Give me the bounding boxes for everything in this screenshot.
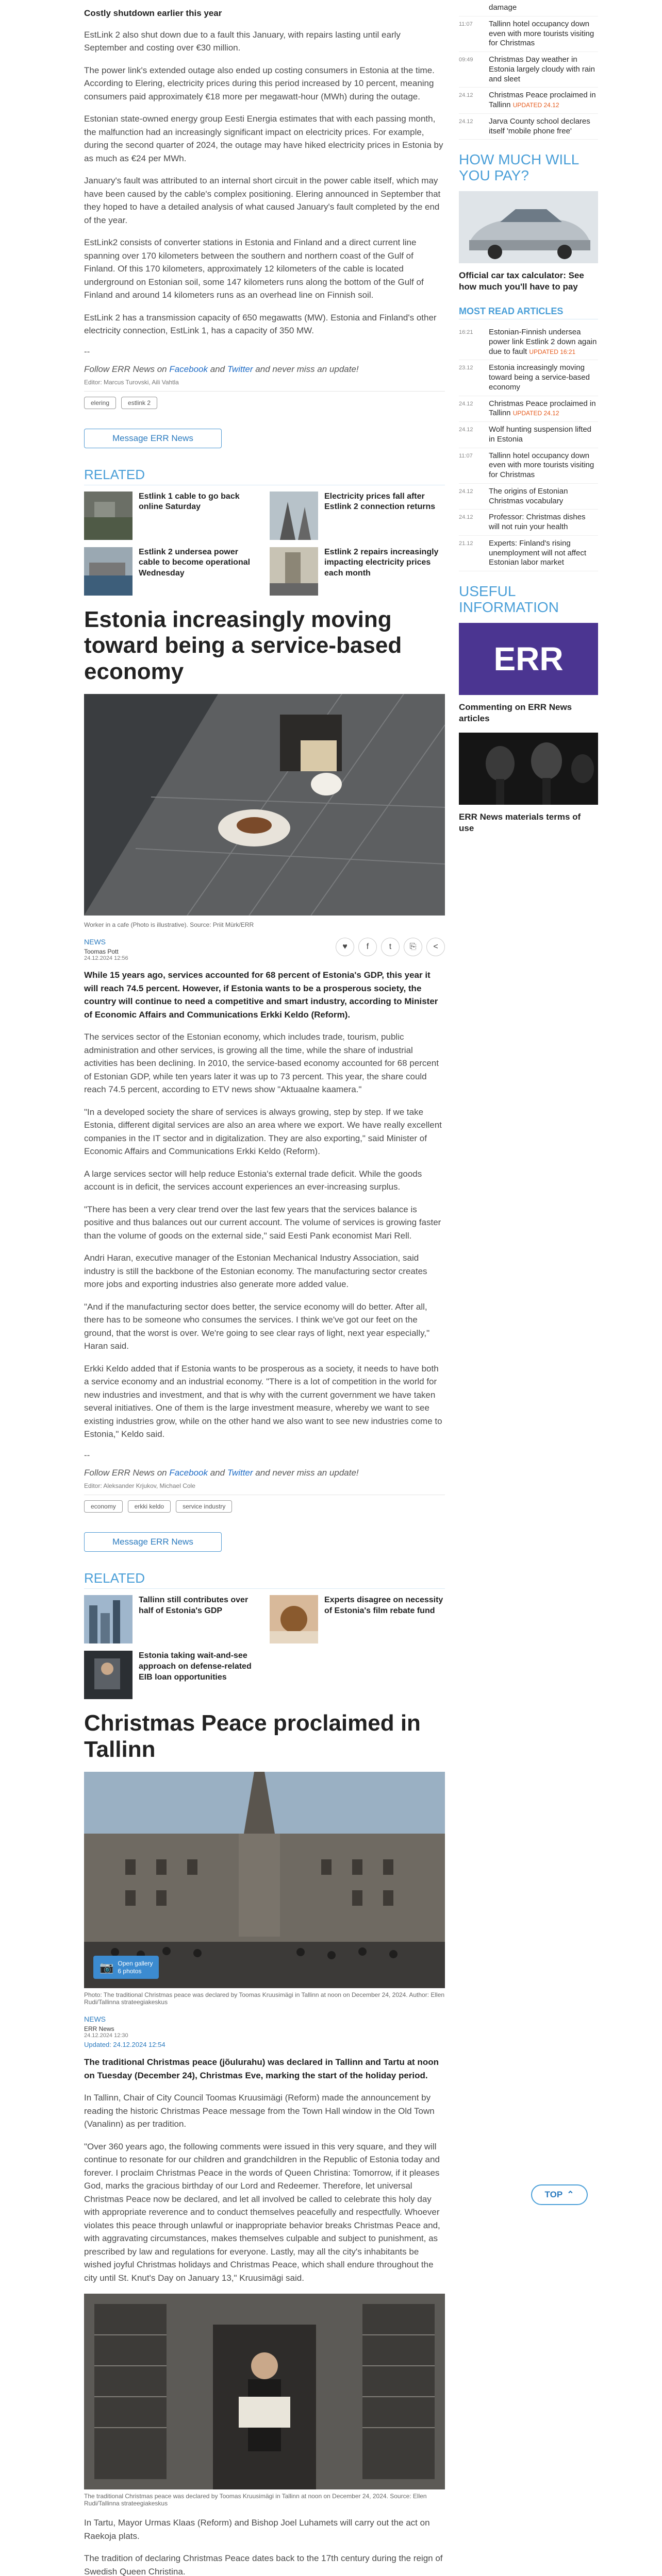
related-title: Estlink 2 undersea power cable to become operational Wednesday <box>139 547 251 578</box>
err-logo-text: ERR <box>493 640 564 677</box>
twitter-icon[interactable]: t <box>381 938 400 956</box>
most-read-item[interactable]: 11:07 Tallinn hotel occupancy down even with more tourists visiting for Christmas <box>459 448 598 484</box>
paragraph: EstLink 2 also shut down due to a fault this January, with repairs lasting until early September and costing over €30 million. <box>84 29 401 53</box>
divider <box>84 391 445 392</box>
back-to-top-button[interactable]: TOP ⌃ <box>531 2184 588 2205</box>
related-title: Estlink 1 cable to go back online Saturday <box>139 492 240 512</box>
separator-dash: -- <box>84 1450 90 1460</box>
hero-image-wrapper[interactable] <box>84 1772 445 1988</box>
publish-date: 24.12.2024 12:56 <box>84 955 128 962</box>
image-caption: The traditional Christmas peace was declared by Toomas Kruusimägi in Tallinn at noon on December 24, 2024. Source: Ellen Rudi/Tallinna strateegiakeskus <box>84 2493 427 2507</box>
paragraph: Erkki Keldo added that if Estonia wants to be prosperous as a society, it needs to have both a service economy and an industrial economy. "There is a lot of competition in the world for new industries and investment, and that is why with the current government we have taken several initiatives. One of them is the large investment measure, whereby we want to see existing industries grow, while on the other hand we also want to see new industries come to Estonia," Keldo said. <box>84 1363 442 1439</box>
editor-credit: Editor: Aleksander Krjukov, Michael Cole <box>84 1482 195 1489</box>
tag[interactable]: elering <box>84 397 116 409</box>
car-image[interactable] <box>459 191 598 263</box>
latest-news-item[interactable]: 11:07 Tallinn hotel occupancy down even with more tourists visiting for Christmas <box>459 16 598 52</box>
tag-list <box>84 1500 445 1513</box>
tag[interactable]: estlink 2 <box>121 397 157 409</box>
gallery-badge[interactable] <box>93 1956 159 1979</box>
message-err-news-button[interactable]: Message ERR News <box>84 429 222 448</box>
useful-link[interactable]: Commenting on ERR News articles <box>459 702 572 723</box>
paragraph: The services sector of the Estonian economy, which includes trade, tourism, public administration and other services, is growing all the time, while the share of industrial activities has been declining. In 2010, the service-based economy accounted for 68 percent of Estonian GDP, while ten years later it was up to 73 percent. This year, the share could reach 74.5 percent, according to ETV news show "Aktuaalne kaamera." <box>84 1032 439 1095</box>
paragraph: The power link's extended outage also ended up costing consumers in Estonia at the time. According to Elering, electricity prices during this period increased by 10 percent, meaning consumers paid approximately €18 more per megawatt-hour (MWh) during the outage. <box>84 65 435 101</box>
related-heading: RELATED <box>84 467 445 485</box>
related-item[interactable] <box>270 1595 445 1643</box>
most-read-item[interactable]: 24.12 Wolf hunting suspension lifted in Estonia <box>459 422 598 448</box>
related-thumbnail <box>84 1651 133 1699</box>
article-estlink <box>84 0 445 596</box>
paragraph: EstLink 2 has a transmission capacity of 650 megawatts (MW). Estonia and Finland's other electricity connection, EstLink 1, has a capacity of 350 MW. <box>84 312 437 336</box>
section-subheading: Costly shutdown earlier this year <box>84 8 222 18</box>
paragraph: January's fault was attributed to an internal short circuit in the power cable itself, which may have been caused by the cable's complex positioning. Elering announced in September that they hoped to have a detailed analysis of what caused January's fault completed by the end of the year. <box>84 176 441 225</box>
most-read-item[interactable]: 24.12 Christmas Peace proclaimed in Tallinn UPDATED 24.12 <box>459 396 598 422</box>
inline-photo <box>84 2294 445 2489</box>
most-read-heading: MOST READ ARTICLES <box>459 306 598 319</box>
related-item[interactable] <box>84 547 259 596</box>
how-much-heading: HOW MUCH WILL YOU PAY? <box>459 151 579 184</box>
related-item[interactable] <box>84 1651 259 1699</box>
updated-tag: UPDATED 16:21 <box>529 348 576 355</box>
main-column <box>84 0 445 2576</box>
most-read-list <box>459 325 598 571</box>
latest-news-item[interactable]: 24.12 Jarva County school declares itself 'mobile phone free' <box>459 114 598 140</box>
related-item[interactable] <box>270 547 445 596</box>
share-icon[interactable]: < <box>426 938 445 956</box>
related-title: Tallinn still contributes over half of Estonia's GDP <box>139 1595 249 1615</box>
section-label[interactable]: NEWS <box>84 2015 106 2024</box>
section-label[interactable]: NEWS <box>84 938 106 946</box>
related-item[interactable] <box>84 492 259 540</box>
related-title: Electricity prices fall after Estlink 2 connection returns <box>324 492 436 512</box>
paragraph: "In a developed society the share of services is always growing, step by step. If we take Estonia, different digital services are also an area where we export. We have really excellent companies in the IT sector and in digitalization. They are also exporting," said Minister of Economic Affairs and Communications Erkki Keldo (Reform). <box>84 1107 442 1157</box>
sidebar <box>459 0 598 834</box>
updated-tag: UPDATED 24.12 <box>512 410 559 417</box>
gallery-count: 6 photos <box>118 1967 142 1975</box>
camera-icon: 📷 <box>100 1960 114 1974</box>
tag[interactable]: erkki keldo <box>128 1500 171 1513</box>
editor-credit: Editor: Marcus Turovski, Aili Vahtla <box>84 378 179 386</box>
related-item[interactable] <box>270 492 445 540</box>
updated-tag: UPDATED 24.12 <box>512 101 559 109</box>
most-read-item[interactable]: 24.12 Professor: Christmas dishes will not ruin your health <box>459 510 598 536</box>
latest-news-item[interactable]: 09:49 Christmas Day weather in Estonia largely cloudy with rain and sleet <box>459 52 598 88</box>
image-caption: Worker in a cafe (Photo is illustrative). Source: Priit Mürk/ERR <box>84 921 254 929</box>
follow-note: Follow ERR News on Facebook and Twitter and never miss an update! <box>84 364 359 374</box>
paragraph: A large services sector will help reduce Estonia's external trade deficit. While the goods account is in deficit, the services account experiences an ever-increasing surplus. <box>84 1168 422 1192</box>
related-item[interactable] <box>84 1595 259 1643</box>
related-thumbnail <box>270 1595 318 1643</box>
useful-card[interactable] <box>459 733 598 834</box>
latest-news-item[interactable]: 24.12 Christmas Peace proclaimed in Tallinn UPDATED 24.12 <box>459 88 598 114</box>
facebook-link[interactable]: Facebook <box>169 364 208 374</box>
car-tax-link[interactable]: Official car tax calculator: See how much you'll have to pay <box>459 270 584 292</box>
author: ERR News <box>84 2025 114 2033</box>
most-read-item[interactable]: 21.12 Experts: Finland's rising unemployment will not affect Estonian labor market <box>459 536 598 571</box>
related-thumbnail <box>84 492 133 540</box>
tag[interactable]: service industry <box>176 1500 232 1513</box>
related-thumbnail <box>270 492 318 540</box>
tag[interactable]: economy <box>84 1500 123 1513</box>
heart-icon[interactable]: ♥ <box>336 938 354 956</box>
article-meta <box>84 938 445 961</box>
lead-paragraph: While 15 years ago, services accounted for 68 percent of Estonia's GDP, this year it will reach 74.5 percent. However, if Estonia wants to be a prosperous society, the country will continue to need a competitive and smart industry, according to Minister of Economic Affairs and Communications Erkki Keldo (Reform). <box>84 970 438 1020</box>
facebook-link[interactable]: Facebook <box>169 1467 208 1478</box>
twitter-link[interactable]: Twitter <box>227 1467 253 1478</box>
related-list <box>84 1595 445 1699</box>
article-meta <box>84 2015 445 2048</box>
latest-news-item[interactable]: damage <box>459 0 598 16</box>
paragraph: In Tartu, Mayor Urmas Klaas (Reform) and Bishop Joel Luhamets will carry out the act on Raekoja plats. <box>84 2518 430 2541</box>
related-title: Experts disagree on necessity of Estonia's film rebate fund <box>324 1595 443 1615</box>
useful-info-heading: USEFUL INFORMATION <box>459 583 559 615</box>
paragraph: "There has been a very clear trend over the last few years that the services balance is positive and thus balances out our current account. The volume of services is growing faster than the volume of goods on the external side," said Eesti Pank economist Mari Rell. <box>84 1204 441 1241</box>
paragraph: "Over 360 years ago, the following comments were issued in this very square, and they will continue to resonate for our children and grandchildren in the Republic of Estonia today and forever. I proclaim Christmas Peace in the words of Queen Christina: Tomorrow, if it pleases God, marks the gracious birthday of our Lord and Redeemer. Therefore, let universal Christmas Peace now be declared, and let all involved be called to celebrate this holy day with appropriate reverence and to conduct themselves peacefully and respectfully. Whoever violates this peace through unlawful or inappropriate behavior breaks Christmas Peace and, with aggravating circumstances, makes themselves culpable and subject to punishment, as prescribed by law and regulations for everyone. Lastly, may all the city's inhabitants be wished joyful Christmas holidays and Christmas Peace, which shall endure throughout the city until St. Knut's Day on January 13," Kruusimägi said. <box>84 2141 440 2283</box>
paragraph: Andri Haran, executive manager of the Estonian Mechanical Industry Association, said industry is still the backbone of the Estonian economy. The manufacturing sector creates more jobs and exporting industries also generate more added value. <box>84 1253 427 1290</box>
tag-list <box>84 397 445 409</box>
paragraph: "And if the manufacturing sector does better, the service economy will do better. After all, there has to be someone who consumes the services. I think we've got our feet on the ground, that the worst is over. We're going to see clear rays of light, next year especially," Haran said. <box>84 1301 430 1351</box>
share-bar <box>336 938 445 956</box>
publish-date: 24.12.2024 12:30 <box>84 2032 128 2039</box>
separator-dash: -- <box>84 346 90 357</box>
article-christmas-peace <box>84 1710 445 2576</box>
useful-card[interactable] <box>459 623 598 724</box>
author: Toomas Pott <box>84 948 119 956</box>
link-icon[interactable]: ⎘ <box>404 938 422 956</box>
updated-date: Updated: 24.12.2024 12:54 <box>84 2041 166 2049</box>
follow-note: Follow ERR News on Facebook and Twitter and never miss an update! <box>84 1467 359 1478</box>
paragraph: Estonian state-owned energy group Eesti Energia estimates that with each passing month, the malfunction had an increasingly significant impact on electricity prices. For example, during the second quarter of 2024, the outage may have hiked electricity prices in Estonia by as much as €24 per MWh. <box>84 114 443 163</box>
article-title[interactable]: Christmas Peace proclaimed in Tallinn <box>84 1710 421 1762</box>
paragraph: The tradition of declaring Christmas Peace dates back to the 17th century during the reign of Swedish Queen Christina. <box>84 2553 443 2576</box>
lead-paragraph: The traditional Christmas peace (jõulurahu) was declared in Tallinn and Tartu at noon on Tuesday (December 24), Christmas Eve, marking the start of the holiday period. <box>84 2057 439 2080</box>
related-thumbnail <box>84 547 133 596</box>
article-service-economy <box>84 607 445 1699</box>
article-title[interactable]: Estonia increasingly moving toward being a service-based economy <box>84 606 402 684</box>
most-read-item[interactable]: 23.12 Estonia increasingly moving toward being a service-based economy <box>459 360 598 396</box>
related-heading: RELATED <box>84 1570 445 1589</box>
related-thumbnail <box>84 1595 133 1643</box>
related-title: Estonia taking wait-and-see approach on defense-related EIB loan opportunities <box>139 1651 252 1682</box>
chevron-up-icon: ⌃ <box>567 2190 574 2199</box>
most-read-item[interactable]: 16:21 Estonian-Finnish undersea power link Estlink 2 down again due to fault UPDATED 16:21 <box>459 325 598 360</box>
related-thumbnail <box>270 547 318 596</box>
twitter-link[interactable]: Twitter <box>227 364 253 374</box>
facebook-icon[interactable]: f <box>358 938 377 956</box>
gallery-label: Open gallery <box>118 1960 153 1968</box>
paragraph: EstLink2 consists of converter stations in Estonia and Finland and a direct current line spanning over 170 kilometers between the southern and northern coast of the Gulf of Finland. Of this 170 kilometers, approximately 12 kilometers of the cable is located underground on Estonian soil, some 147 kilometers runs along the bottom of the Gulf of Finland and around 14 kilometers runs as an overhead line on Finnish soil. <box>84 238 424 300</box>
hero-image <box>84 694 445 916</box>
message-err-news-button[interactable]: Message ERR News <box>84 1532 222 1552</box>
err-logo-image <box>459 623 598 695</box>
latest-news-list <box>459 0 598 140</box>
useful-link[interactable]: ERR News materials terms of use <box>459 811 581 833</box>
related-title: Estlink 2 repairs increasingly impacting electricity prices each month <box>324 547 439 578</box>
image-caption: Photo: The traditional Christmas peace was declared by Toomas Kruusimägi in Tallinn at noon on December 24, 2024. Author: Ellen Rudi/Tallinna strateegiakeskus <box>84 1991 445 2006</box>
related-list <box>84 492 445 596</box>
most-read-item[interactable]: 24.12 The origins of Estonian Christmas vocabulary <box>459 484 598 510</box>
microphones-image <box>459 733 598 805</box>
paragraph: In Tallinn, Chair of City Council Toomas Kruusimägi (Reform) made the announcement by reading the historic Christmas Peace message from the Town Hall window in the Old Town (Vanalinn) as per tradition. <box>84 2093 435 2129</box>
